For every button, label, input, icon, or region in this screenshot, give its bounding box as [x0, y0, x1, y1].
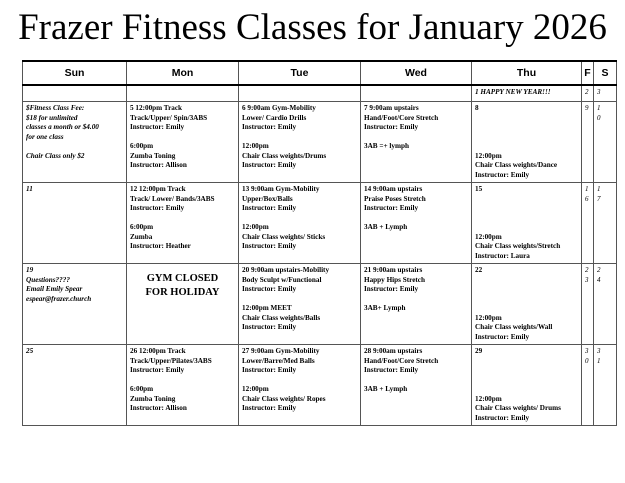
- page-title: Frazer Fitness Classes for January 2026: [18, 7, 607, 48]
- class-listing: [239, 345, 360, 416]
- day-cell-jan-1: [472, 85, 582, 102]
- cell-line: 19: [26, 266, 34, 274]
- cell-line: 3AB+ Lymph: [364, 304, 406, 312]
- day-cell-mon: [127, 102, 239, 183]
- cell-line: Instructor: Heather: [130, 242, 191, 250]
- cell-line: Instructor: Emily: [242, 285, 297, 293]
- cell-line: [364, 133, 468, 143]
- cell-line: 3AB + Lymph: [364, 223, 408, 231]
- class-listing: [361, 264, 471, 316]
- cell-line: 6:00pm: [130, 142, 154, 150]
- cell-line: [364, 376, 468, 386]
- cell-line: 3: [585, 347, 589, 355]
- cell-line: Instructor: Emily: [242, 404, 297, 412]
- cell-line: [242, 295, 357, 305]
- cell-line: Instructor: Emily: [242, 123, 297, 131]
- cell-line: 12 12:00pm Track: [130, 185, 186, 193]
- day-number: [582, 264, 593, 287]
- day-cell: [361, 85, 472, 102]
- cell-line: 12:00pm: [475, 232, 502, 241]
- class-listing: [239, 183, 360, 254]
- cell-line: Instructor: Allison: [130, 404, 187, 412]
- header-tue: Tue: [239, 61, 361, 85]
- cell-line: Track/ Lower/ Bands/3ABS: [130, 194, 215, 203]
- cell-line: 27 9:00am Gym-Mobility: [242, 347, 320, 355]
- week-row-1: [23, 102, 617, 183]
- cell-line: 13 9:00am Gym-Mobility: [242, 185, 320, 193]
- day-cell-sun: [23, 345, 127, 426]
- day-number: [582, 102, 593, 116]
- cell-line: 1: [597, 104, 601, 112]
- cell-line: 7: [597, 194, 601, 203]
- cell-line: Chair Class weights/Stretch: [475, 242, 561, 250]
- day-number: 2: [585, 88, 589, 96]
- cell-line: [130, 376, 235, 386]
- calendar-table: [22, 60, 617, 426]
- cell-line: 20 9:00am upstairs-Mobility: [242, 266, 330, 274]
- cell-line: 6:00pm: [130, 385, 154, 393]
- cell-line: 14 9:00am upstairs: [364, 185, 423, 193]
- cell-line: Instructor: Emily: [242, 366, 297, 374]
- cell-line: [475, 304, 578, 314]
- cell-line: Chair Class weights/ Drums: [475, 404, 561, 412]
- cell-line: Instructor: Emily: [130, 204, 185, 212]
- week-row-4: [23, 345, 617, 426]
- cell-line: [242, 376, 357, 386]
- cell-line: 3: [585, 275, 589, 284]
- cell-line: 0: [585, 356, 589, 365]
- cell-line: 3AB =+ lymph: [364, 142, 409, 150]
- cell-line: 12:00pm: [475, 151, 502, 160]
- day-cell-thu: [472, 264, 582, 345]
- cell-line: 8: [475, 104, 479, 112]
- cell-line: 29: [475, 347, 483, 355]
- cell-line: 6:00pm: [130, 223, 154, 231]
- cell-line: [475, 295, 578, 305]
- cell-line: Body Sculpt w/Functional: [242, 275, 322, 284]
- new-year-text: 1 HAPPY NEW YEAR!!!: [475, 88, 551, 96]
- cell-line: [130, 214, 235, 224]
- cell-line: 25: [26, 347, 34, 355]
- cell-line: Email Emily Spear: [26, 285, 83, 293]
- cell-line: espear@frazer.church: [26, 294, 92, 303]
- day-cell-tue: [239, 183, 361, 264]
- cell-line: Track/Upper/Pilates/3ABS: [130, 356, 212, 365]
- cell-line: 3AB + Lymph: [364, 385, 408, 393]
- cell-line: [475, 357, 578, 367]
- day-number: [23, 345, 126, 359]
- cell-line: Track/Upper/ Spin/3ABS: [130, 113, 208, 122]
- cell-line: Happy Hips Stretch: [364, 275, 425, 284]
- header-thu: Thu: [472, 61, 582, 85]
- cell-line: 26 12:00pm Track: [130, 347, 186, 355]
- day-cell-thu: [472, 345, 582, 426]
- day-cell-sat: [594, 183, 617, 264]
- cell-line: 2: [597, 266, 601, 274]
- cell-line: 12:00pm MEET: [242, 304, 292, 312]
- cell-line: $18 for unlimited: [26, 113, 78, 122]
- cell-line: Zumba: [130, 232, 153, 241]
- cell-line: Instructor: Emily: [364, 204, 419, 212]
- day-number: [23, 183, 126, 197]
- cell-line: Instructor: Emily: [475, 332, 530, 341]
- day-number: [594, 183, 616, 206]
- cell-line: 3: [597, 347, 601, 355]
- header-sun: Sun: [23, 61, 127, 85]
- class-listing: [361, 102, 471, 154]
- cell-line: [26, 142, 123, 152]
- cell-line: Chair Class only $2: [26, 151, 85, 160]
- cell-line: 6: [585, 194, 589, 203]
- cell-line: [475, 366, 578, 376]
- day-cell-fri: [582, 102, 594, 183]
- cell-line: Chair Class weights/ Sticks: [242, 232, 326, 241]
- cell-line: Hand/Foot/Core Stretch: [364, 356, 439, 365]
- cell-line: [475, 385, 578, 395]
- cell-line: Instructor: Emily: [364, 366, 419, 374]
- gym-closed-notice: [127, 264, 238, 300]
- class-listing: [239, 264, 360, 335]
- cell-line: Chair Class weights/ Ropes: [242, 394, 326, 403]
- cell-line: Instructor: Emily: [242, 242, 297, 250]
- cell-line: [475, 285, 578, 295]
- cell-line: 0: [597, 113, 601, 122]
- cell-line: GYM CLOSED: [146, 273, 219, 284]
- day-cell-fri: [582, 345, 594, 426]
- cell-line: 2: [585, 266, 589, 274]
- cell-line: [475, 114, 578, 124]
- class-listing: [361, 345, 471, 397]
- day-cell-thu: [472, 102, 582, 183]
- class-listing: [472, 183, 581, 263]
- cell-line: Instructor: Emily: [475, 413, 530, 422]
- contact-info: [23, 264, 126, 306]
- cell-line: [475, 204, 578, 214]
- cell-line: 22: [475, 266, 483, 274]
- cell-line: Instructor: Allison: [130, 161, 187, 169]
- day-cell-jan-3: [594, 85, 617, 102]
- cell-line: 7 9:00am upstairs: [364, 104, 419, 112]
- day-number: [594, 345, 616, 368]
- class-listing: [127, 102, 238, 173]
- cell-line: 12:00pm: [475, 313, 502, 322]
- day-number: [582, 345, 593, 368]
- cell-line: 12:00pm: [242, 142, 269, 150]
- week-row-3: [23, 264, 617, 345]
- cell-line: 4: [597, 275, 601, 284]
- cell-line: Hand/Foot/Core Stretch: [364, 113, 439, 122]
- cell-line: Instructor: Emily: [242, 323, 297, 331]
- cell-line: 1: [597, 356, 601, 365]
- day-cell-wed: [361, 183, 472, 264]
- cell-line: Instructor: Emily: [475, 170, 530, 179]
- cell-line: [475, 276, 578, 286]
- day-cell: [239, 85, 361, 102]
- cell-line: 28 9:00am upstairs: [364, 347, 423, 355]
- calendar-header-row: [23, 61, 617, 85]
- header-sat: S: [594, 61, 617, 85]
- day-cell: [127, 85, 239, 102]
- cell-line: [475, 142, 578, 152]
- cell-line: Upper/Box/Balls: [242, 194, 293, 203]
- day-cell-jan-2: [582, 85, 594, 102]
- cell-line: Lower/ Cardio Drills: [242, 113, 307, 122]
- header-mon: Mon: [127, 61, 239, 85]
- class-listing: [472, 102, 581, 182]
- class-listing: [239, 102, 360, 173]
- cell-line: [475, 214, 578, 224]
- day-cell: [23, 85, 127, 102]
- day-cell-thu: [472, 183, 582, 264]
- day-cell-tue: [239, 345, 361, 426]
- header-fri: F: [582, 61, 594, 85]
- class-listing: [361, 183, 471, 235]
- cell-line: [475, 376, 578, 386]
- cell-line: [130, 133, 235, 143]
- cell-line: Praise Poses Stretch: [364, 194, 426, 203]
- class-listing: [472, 264, 581, 344]
- day-cell-sun: [23, 183, 127, 264]
- cell-line: [242, 214, 357, 224]
- day-cell-mon: [127, 183, 239, 264]
- cell-line: Instructor: Laura: [475, 251, 530, 260]
- cell-line: 5 12:00pm Track: [130, 104, 183, 112]
- cell-line: Instructor: Emily: [364, 123, 419, 131]
- cell-line: 12:00pm: [242, 223, 269, 231]
- cell-line: 15: [475, 185, 483, 193]
- day-cell-wed: [361, 102, 472, 183]
- day-cell-tue: [239, 102, 361, 183]
- cell-line: Chair Class weights/Dance: [475, 161, 558, 169]
- day-number: 3: [597, 88, 601, 96]
- day-cell-wed: [361, 345, 472, 426]
- cell-line: [242, 133, 357, 143]
- day-cell-mon: [127, 345, 239, 426]
- header-wed: Wed: [361, 61, 472, 85]
- cell-line: Lower/Barre/Med Balls: [242, 356, 315, 365]
- day-cell-fri: [582, 264, 594, 345]
- cell-line: 9: [585, 104, 589, 112]
- cell-line: 11: [26, 185, 33, 193]
- cell-line: 6 9:00am Gym-Mobility: [242, 104, 316, 112]
- day-number: [582, 183, 593, 206]
- cell-line: [364, 295, 468, 305]
- cell-line: Zumba Toning: [130, 394, 176, 403]
- day-number: [594, 264, 616, 287]
- day-cell-sat: [594, 102, 617, 183]
- cell-line: [475, 223, 578, 233]
- cell-line: 1: [597, 185, 601, 193]
- cell-line: Questions????: [26, 275, 70, 284]
- day-cell-mon: [127, 264, 239, 345]
- cell-line: FOR HOLIDAY: [145, 287, 220, 298]
- cell-line: [475, 123, 578, 133]
- cell-line: [475, 133, 578, 143]
- day-cell-fri: [582, 183, 594, 264]
- fee-info: [23, 102, 126, 163]
- week-row-0: [23, 85, 617, 102]
- cell-line: Instructor: Emily: [130, 123, 185, 131]
- cell-line: [475, 195, 578, 205]
- week-row-2: [23, 183, 617, 264]
- cell-line: Chair Class weights/Wall: [475, 323, 553, 331]
- cell-line: Chair Class weights/Drums: [242, 151, 327, 160]
- cell-line: Instructor: Emily: [242, 204, 297, 212]
- cell-line: 1: [585, 185, 589, 193]
- cell-line: $Fitness Class Fee:: [26, 104, 85, 112]
- day-cell-sat: [594, 345, 617, 426]
- class-listing: [127, 345, 238, 416]
- cell-line: 21 9:00am upstairs: [364, 266, 423, 274]
- day-cell-sun: [23, 102, 127, 183]
- cell-line: for one class: [26, 132, 64, 141]
- day-cell-sun: [23, 264, 127, 345]
- cell-line: Zumba Toning: [130, 151, 176, 160]
- cell-line: 12:00pm: [475, 394, 502, 403]
- cell-line: Instructor: Emily: [242, 161, 297, 169]
- cell-line: Instructor: Emily: [364, 285, 419, 293]
- cell-line: [364, 214, 468, 224]
- day-cell-tue: [239, 264, 361, 345]
- cell-line: Instructor: Emily: [130, 366, 185, 374]
- day-number: [594, 102, 616, 125]
- day-cell-wed: [361, 264, 472, 345]
- class-listing: [127, 183, 238, 254]
- day-cell-sat: [594, 264, 617, 345]
- cell-line: 12:00pm: [242, 385, 269, 393]
- cell-line: classes a month or $4.00: [26, 123, 99, 131]
- cell-line: Chair Class weights/Balls: [242, 313, 321, 322]
- class-listing: [472, 345, 581, 425]
